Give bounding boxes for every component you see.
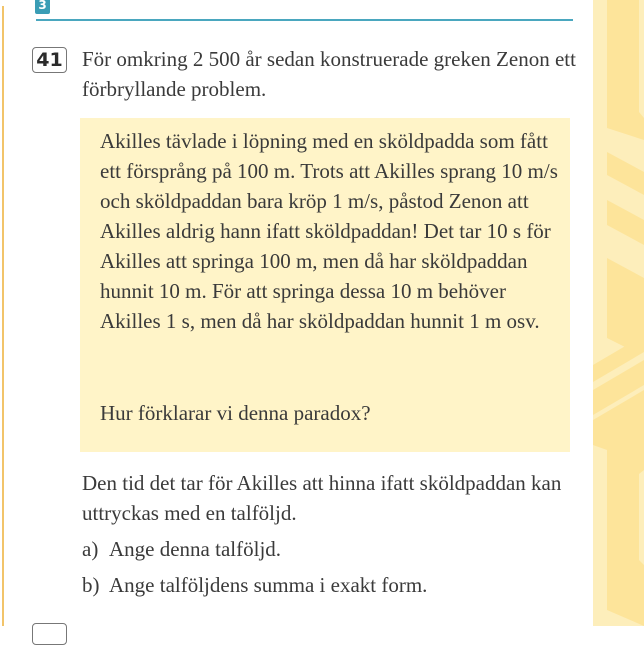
next-exercise-badge <box>32 623 67 645</box>
subtask-a <box>82 534 582 564</box>
chapter-tab <box>35 0 50 14</box>
exercise-number: 41 <box>36 49 63 71</box>
subtask-label: b) <box>82 573 100 597</box>
exercise-number-badge <box>32 47 67 73</box>
subtask-text: Ange talföljdens summa i exakt form. <box>109 573 428 597</box>
subtask-text: Ange denna talföljd. <box>109 537 282 561</box>
chapter-number: 3 <box>38 0 47 12</box>
margin-rule <box>2 6 4 626</box>
subtask-b <box>82 570 582 600</box>
story-box <box>80 118 570 452</box>
decorative-side-strip <box>593 0 644 626</box>
exercise-intro: För omkring 2 500 år sedan konstruerade greken Zenon ett förbryllande problem. <box>82 47 576 101</box>
strip-shape <box>607 0 644 140</box>
story-text: Akilles tävlade i löpning med en sköldpadda som fått ett försprång på 100 m. Trots att Akilles sprang 10 m/s och sköldpaddan bara kröp 1 m/s, påstod Zenon att Akilles aldrig hann ifatt sköldpaddan! Det tar 10 s för Akilles att springa 100 m, men då har sköldpaddan hunnit 10 m. För att springa dessa 10 m behöver Akilles 1 s, men då har sköldpaddan hunnit 1 m osv. <box>100 129 558 333</box>
task-text: Den tid det tar för Akilles att hinna ifatt sköldpaddan kan uttryckas med en talföljd. <box>82 471 562 525</box>
paradox-question: Hur förklarar vi denna paradox? <box>100 401 371 425</box>
chapter-divider <box>36 19 573 21</box>
subtask-label: a) <box>82 537 99 561</box>
